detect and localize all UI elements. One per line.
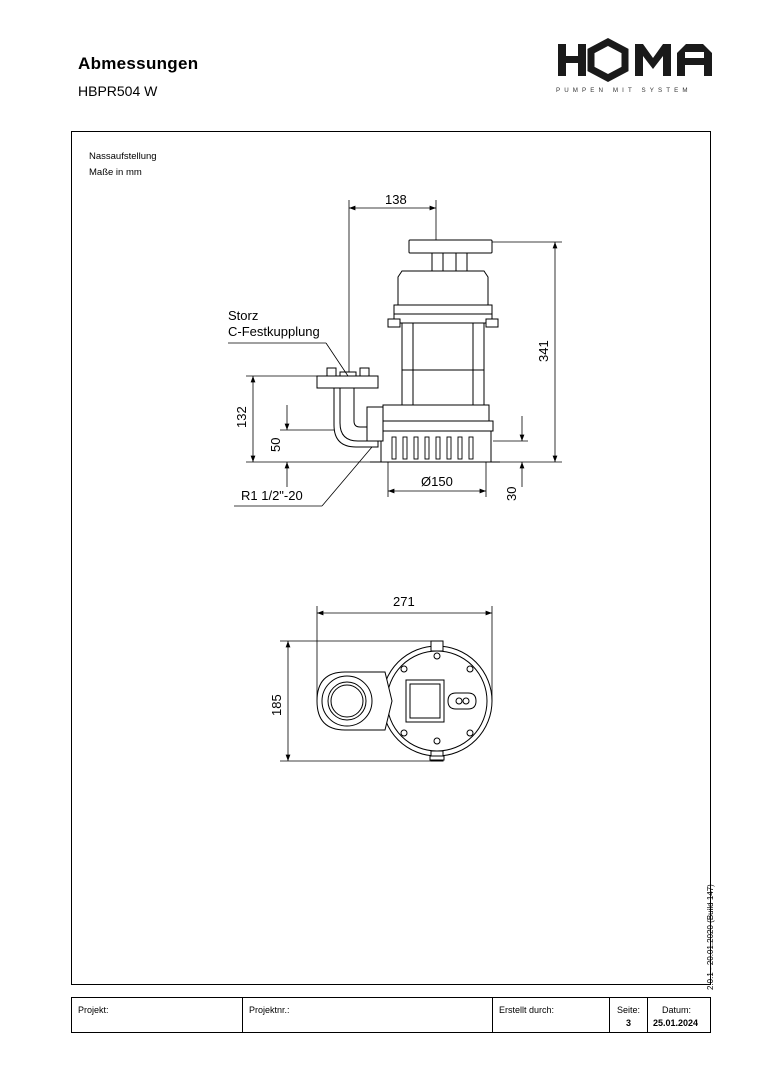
logo-tagline: PUMPEN MIT SYSTEM	[556, 87, 692, 94]
page-title: Abmessungen	[78, 54, 199, 73]
footer-projektnr	[243, 998, 493, 1032]
footer-seite-value: 3	[626, 1018, 632, 1028]
dim-inlet-height: 50	[268, 437, 283, 452]
dim-diameter: Ø150	[421, 474, 453, 489]
footer-datum-value: 25.01.2024	[653, 1018, 699, 1028]
footer-projekt-label: Projekt:	[78, 1005, 109, 1015]
dim-height-total: 341	[536, 340, 551, 362]
footer-datum-label: Datum:	[662, 1005, 692, 1015]
label-coupling-1: Storz	[228, 308, 259, 323]
side-view	[317, 240, 500, 462]
note-units: Maße in mm	[89, 167, 142, 178]
dim-top-width: 138	[385, 192, 407, 207]
note-installation: Nassaufstellung	[89, 151, 157, 162]
footer-table	[71, 997, 711, 1033]
label-coupling-2: C-Festkupplung	[228, 324, 320, 339]
dim-plan-depth: 185	[269, 694, 284, 716]
footer-projektnr-label: Projektnr.:	[249, 1005, 290, 1015]
footer-projekt	[72, 998, 243, 1032]
footer-datum	[648, 998, 710, 1032]
dim-foot-height: 30	[504, 486, 519, 501]
page-subtitle: HBPR504 W	[78, 83, 158, 99]
version-note: 2.0.1 - 20.01.2020 (Build 147)	[706, 884, 715, 990]
footer-erstellt-label: Erstellt durch:	[499, 1005, 555, 1015]
plan-view	[317, 641, 492, 761]
footer-erstellt	[493, 998, 610, 1032]
footer-seite	[610, 998, 648, 1032]
footer-seite-label: Seite:	[617, 1005, 641, 1015]
dim-plan-width: 271	[393, 594, 415, 609]
dim-outlet-height: 132	[234, 406, 249, 428]
label-thread: R1 1/2"-20	[241, 488, 303, 503]
